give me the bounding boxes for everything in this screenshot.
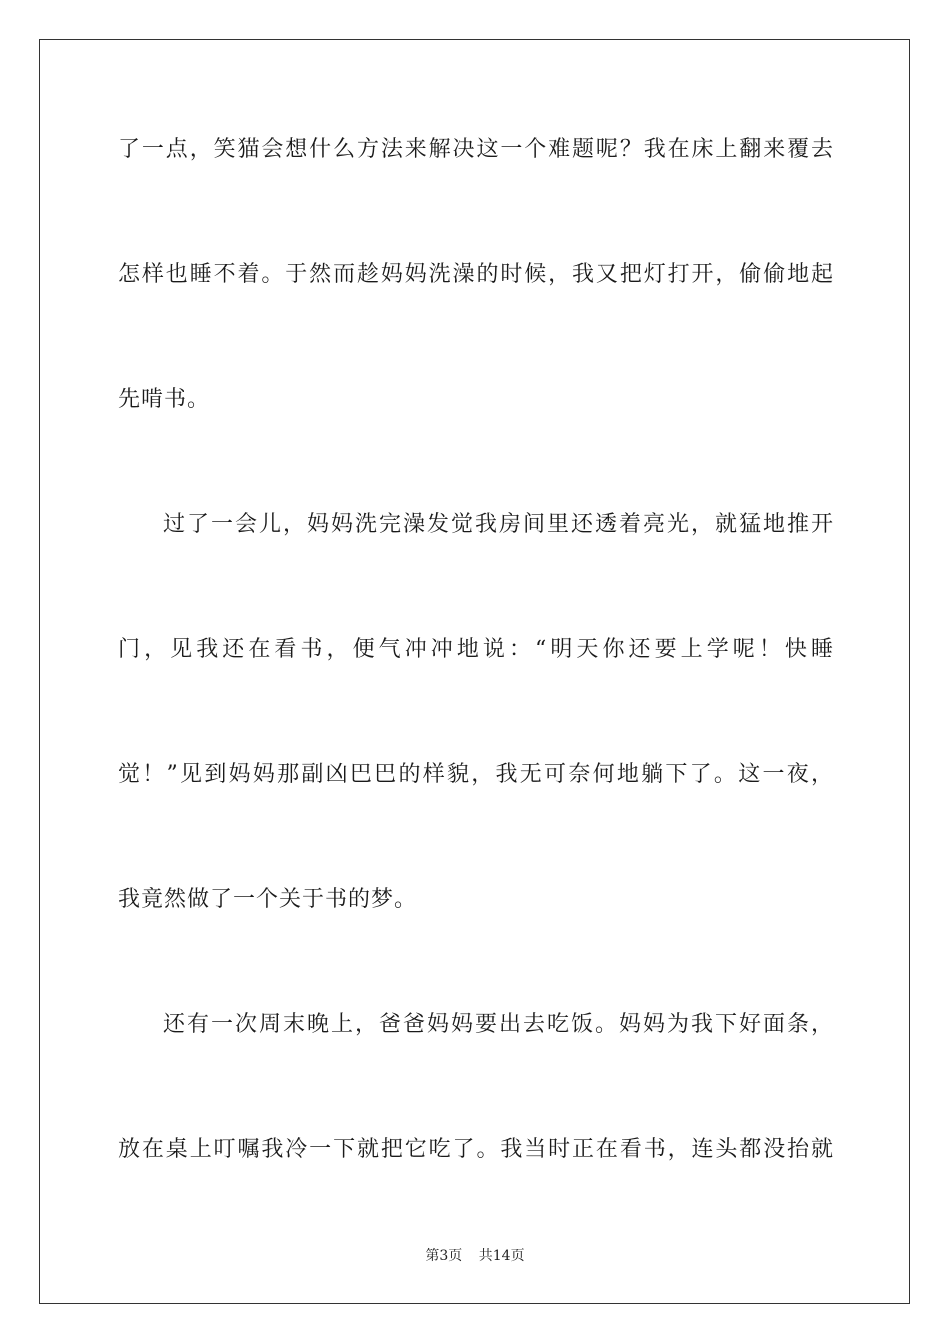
text-line-4: 过了一会儿，妈妈洗完澡发觉我房间里还透着亮光，就猛地推开 <box>163 512 834 537</box>
text-line-8: 还有一次周末晚上，爸爸妈妈要出去吃饭。妈妈为我下好面条， <box>163 1012 834 1037</box>
text-line-9: 放在桌上叮嘱我冷一下就把它吃了。我当时正在看书，连头都没抬就 <box>118 1137 834 1162</box>
text-line-1: 了一点，笑猫会想什么方法来解决这一个难题呢？我在床上翻来覆去 <box>118 137 834 162</box>
text-line-5: 门，见我还在看书，便气冲冲地说：“明天你还要上学呢！快睡 <box>118 637 834 662</box>
page-number: 第3页 <box>425 1248 463 1264</box>
page-border <box>39 39 910 1304</box>
text-line-2: 怎样也睡不着。于然而趁妈妈洗澡的时候，我又把灯打开，偷偷地起 <box>118 262 834 287</box>
text-line-6: 觉！”见到妈妈那副凶巴巴的样貌，我无可奈何地躺下了。这一夜， <box>118 762 834 787</box>
text-line-3: 先啃书。 <box>118 387 211 412</box>
text-line-7: 我竟然做了一个关于书的梦。 <box>118 887 418 912</box>
page-total: 共14页 <box>478 1248 525 1264</box>
page-footer <box>0 1246 950 1266</box>
